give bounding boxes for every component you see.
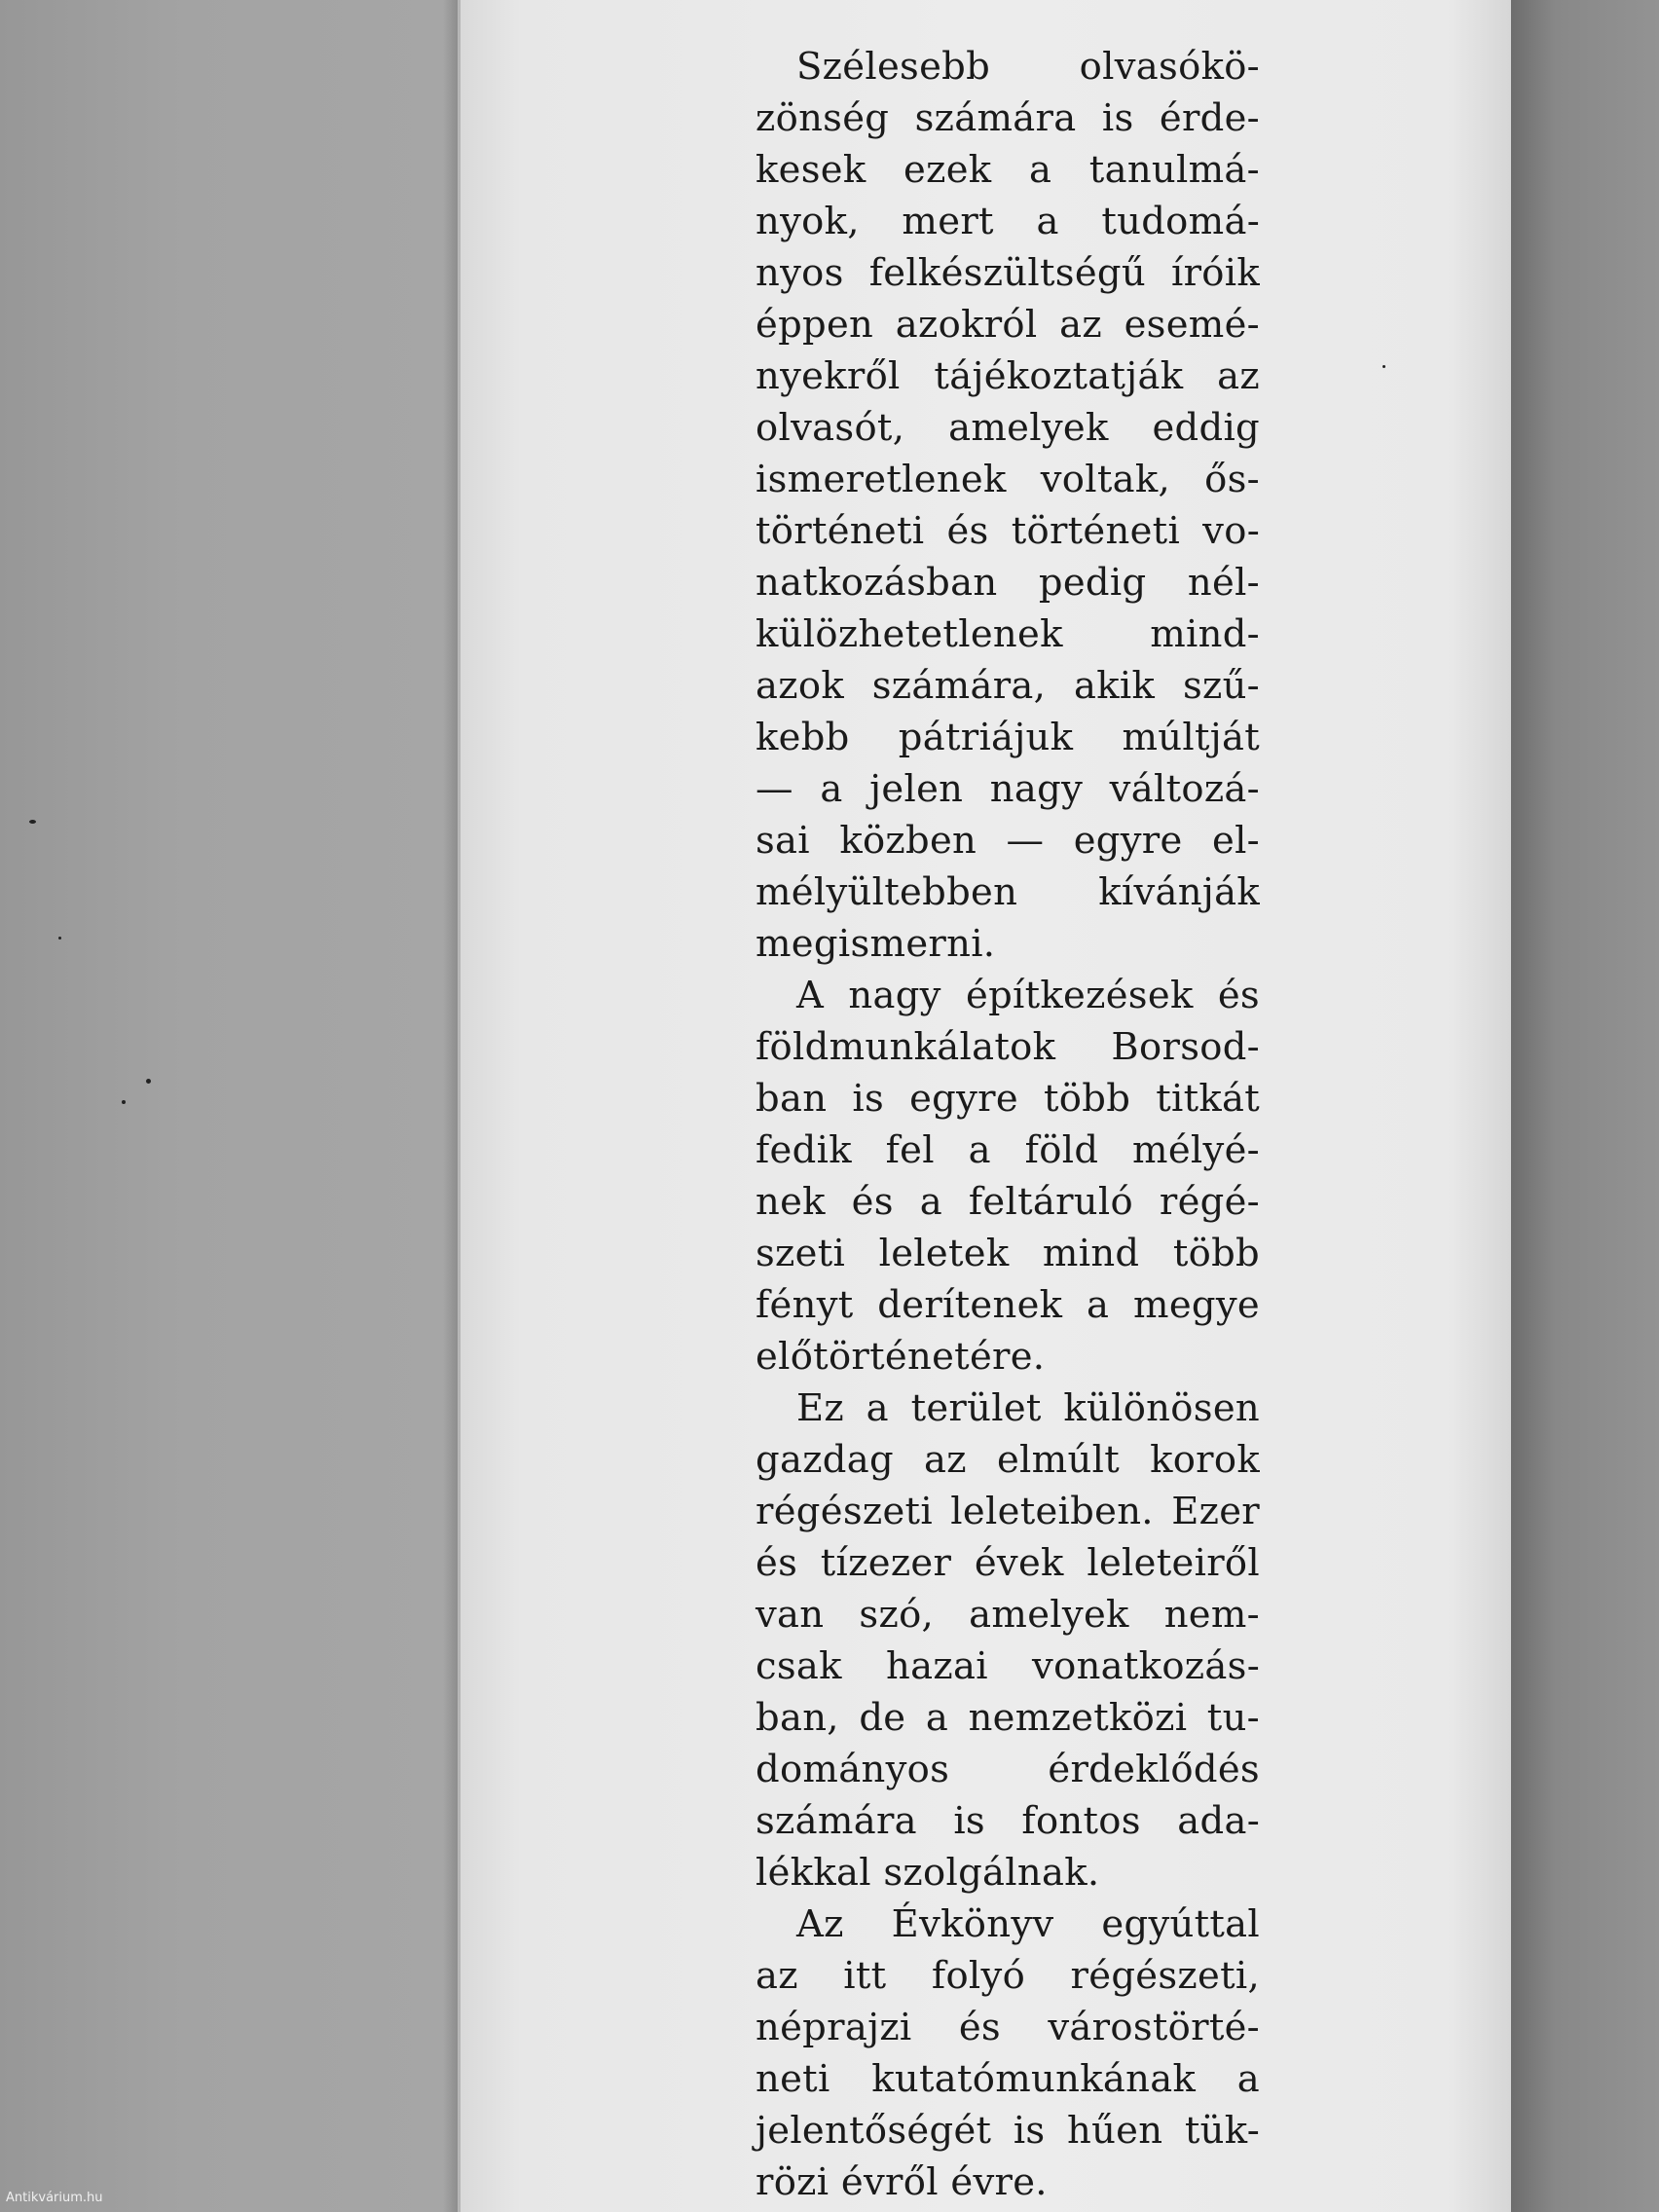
text-line: fényt derítenek a megye — [756, 1283, 1260, 1327]
paragraph — [756, 970, 1260, 1382]
text-line: azok számára, akik szű- — [756, 664, 1260, 708]
text-line: számára is fontos ada- — [756, 1799, 1260, 1843]
text-line: ban is egyre több titkát — [756, 1077, 1260, 1121]
text-line: külözhetetlenek mind- — [756, 612, 1260, 656]
text-line: lékkal szolgálnak. — [756, 1851, 1100, 1895]
paragraph — [756, 1382, 1260, 1899]
text-line: ban, de a nemzetközi tu- — [756, 1696, 1260, 1740]
text-line: A nagy építkezések és — [796, 974, 1260, 1017]
text-line: történeti és történeti vo- — [756, 509, 1260, 553]
text-line: neti kutatómunkának a — [756, 2057, 1260, 2101]
text-line: — a jelen nagy változá- — [756, 767, 1260, 811]
text-line: zönség számára is érde- — [756, 96, 1260, 140]
paragraph — [756, 41, 1260, 970]
text-line: Az Évkönyv egyúttal — [796, 1902, 1260, 1946]
text-line: megismerni. — [756, 922, 996, 966]
dust-speck — [1382, 365, 1385, 368]
text-line: mélyültebben kívánják — [756, 870, 1260, 914]
dust-speck — [29, 820, 36, 824]
watermark-text: Antikvárium.hu — [6, 2191, 103, 2205]
text-line: rözi évről évre. — [756, 2160, 1048, 2204]
body-text — [756, 41, 1260, 2208]
text-line: az itt folyó régészeti, — [756, 1954, 1260, 1998]
text-line: Szélesebb olvasókö- — [796, 45, 1260, 89]
text-line: földmunkálatok Borsod- — [756, 1025, 1260, 1069]
text-line: Ez a terület különösen — [796, 1386, 1260, 1430]
text-line: régészeti leleteiben. Ezer — [756, 1490, 1260, 1533]
text-line: ismeretlenek voltak, ős- — [756, 458, 1260, 501]
left-cover-board — [0, 0, 458, 2212]
text-line: van szó, amelyek nem- — [756, 1593, 1260, 1637]
text-line: olvasót, amelyek eddig — [756, 406, 1260, 450]
text-line: kebb pátriájuk múltját — [756, 716, 1260, 759]
dust-speck — [122, 1100, 126, 1104]
text-line: nyekről tájékoztatják az — [756, 354, 1260, 398]
text-line: előtörténetére. — [756, 1335, 1046, 1379]
text-line: éppen azokról az esemé- — [756, 303, 1260, 347]
dust-speck — [146, 1079, 151, 1084]
text-line: sai közben — egyre el- — [756, 819, 1260, 863]
text-line: kesek ezek a tanulmá- — [756, 148, 1260, 192]
text-line: natkozásban pedig nél- — [756, 561, 1260, 605]
text-line: fedik fel a föld mélyé- — [756, 1128, 1260, 1172]
text-line: jelentőségét is hűen tük- — [756, 2109, 1260, 2153]
text-line: csak hazai vonatkozás- — [756, 1644, 1260, 1688]
page-edge-shadow — [443, 0, 461, 2212]
text-line: nek és a feltáruló régé- — [756, 1180, 1260, 1224]
text-line: nyok, mert a tudomá- — [756, 200, 1260, 243]
text-line: dományos érdeklődés — [756, 1748, 1260, 1791]
dust-speck — [58, 937, 61, 940]
text-line: és tízezer évek leleteiről — [756, 1541, 1260, 1585]
text-line: néprajzi és várostörté- — [756, 2006, 1260, 2049]
text-line: szeti leletek mind több — [756, 1232, 1260, 1275]
text-line: gazdag az elmúlt korok — [756, 1438, 1260, 1482]
text-line: nyos felkészültségű íróik — [756, 251, 1260, 295]
paragraph — [756, 1899, 1260, 2208]
right-cover-board — [1511, 0, 1659, 2212]
